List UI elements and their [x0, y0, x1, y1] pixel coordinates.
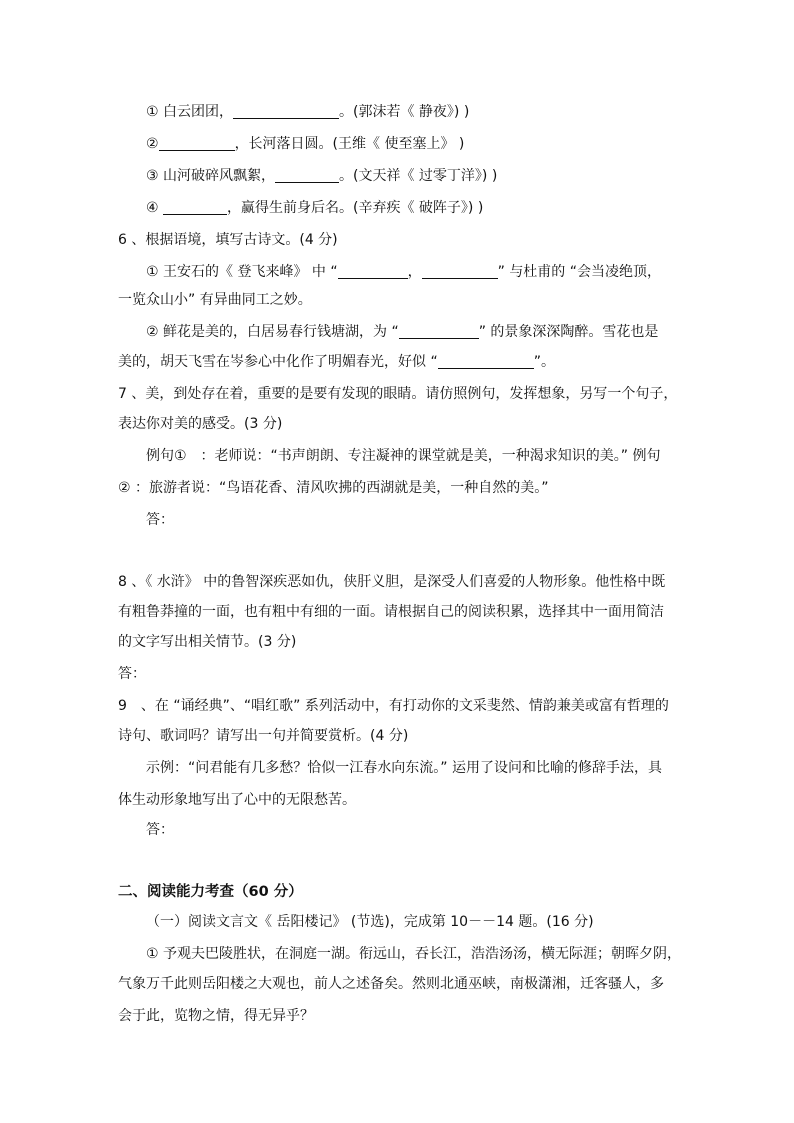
passage-line-2: 气象万千此则岳阳楼之大观也，前人之述备矣。然则北通巫峡，南极潇湘，迁客骚人，多 — [118, 976, 664, 992]
q6-p1-text-b: ” 与杜甫的 “会当凌绝顶， — [497, 264, 662, 280]
q5-item-3-prefix: ③ 山河破碎风飘絮， — [146, 168, 276, 184]
section-2-subheading: （一）阅读文言文《 岳阳楼记》 (节选)，完成第 10－－14 题。(16 分) — [146, 914, 594, 930]
q8-line-1: 8 、《 水浒》 中的鲁智深疾恶如仇，侠肝义胆，是深受人们喜爱的人物形象。他性格中既 — [118, 574, 666, 590]
q6-p2-line2-text-a: 美的，胡天飞雪在岑参心中化作了明媚春光，好似 “ — [118, 354, 438, 370]
q6-paragraph-2 — [146, 322, 658, 342]
fill-blank[interactable] — [338, 264, 408, 279]
section-2-heading: 二、阅读能力考查（60 分） — [118, 884, 303, 900]
q6-p2-text-a: ② 鲜花是美的，白居易春行钱塘湖，为 “ — [146, 324, 399, 340]
passage-line-1: ① 予观夫巴陵胜状，在洞庭一湖。衔远山，吞长江，浩浩汤汤，横无际涯；朝晖夕阴， — [146, 946, 681, 962]
fill-blank[interactable] — [399, 324, 479, 339]
q9-line-2: 诗句、歌词吗？请写出一句并简要赏析。(4 分) — [118, 728, 409, 744]
fill-blank[interactable] — [233, 104, 339, 119]
q7-example-line-2: ② ：旅游者说：“鸟语花香、清风吹拂的西湖就是美，一种自然的美。” — [118, 480, 549, 496]
q5-item-4 — [146, 198, 483, 218]
q5-item-1-prefix: ① 白云团团， — [146, 104, 234, 120]
q8-line-2: 有粗鲁莽撞的一面，也有粗中有细的一面。请根据自己的阅读积累，选择其中一面用简洁 — [118, 604, 664, 620]
q6-p2-text-b: ” 的景象深深陶醉。雪花也是 — [478, 324, 659, 340]
q9-example-line-1: 示例：“问君能有几多愁？恰似一江春水向东流。” 运用了设问和比喻的修辞手法，具 — [146, 760, 662, 776]
q5-item-4-prefix: ④ — [146, 200, 164, 216]
q5-item-1 — [146, 102, 469, 122]
q7-answer-label[interactable]: 答： — [146, 512, 174, 528]
fill-blank[interactable] — [159, 136, 235, 151]
q6-p2-line2-text-b: ”。 — [533, 354, 555, 370]
q6-p1-line2: 一览众山小” 有异曲同工之妙。 — [118, 292, 312, 308]
q9-answer-label[interactable]: 答： — [146, 822, 174, 838]
q8-line-3: 的文字写出相关情节。(3 分) — [118, 634, 297, 650]
q5-item-2-suffix: ，长河落日圆。(王维《 使至塞上》 ) — [234, 136, 465, 152]
q7-line-1: 7 、美，到处存在着，重要的是要有发现的眼睛。请仿照例句，发挥想象，另写一个句子， — [118, 386, 678, 402]
passage-line-3: 会于此，览物之情，得无异乎？ — [118, 1008, 314, 1024]
q9-example-line-2: 体生动形象地写出了心中的无限愁苦。 — [118, 792, 356, 808]
q5-item-3 — [146, 166, 497, 186]
q5-item-4-suffix: ，赢得生前身后名。(辛弃疾《 破阵子》) ) — [227, 200, 484, 216]
q6-title: 6 、根据语境，填写古诗文。(4 分) — [118, 232, 338, 248]
q6-p1-separator: ， — [407, 264, 422, 280]
q5-item-1-suffix: 。(郭沫若《 静夜》) ) — [339, 104, 470, 120]
q6-paragraph-1 — [146, 262, 661, 282]
q5-item-3-suffix: 。(文天祥《 过零丁洋》) ) — [339, 168, 498, 184]
q5-item-2 — [146, 134, 464, 154]
fill-blank[interactable] — [422, 264, 498, 279]
fill-blank[interactable] — [438, 354, 534, 369]
q5-item-2-prefix: ② — [146, 136, 159, 152]
fill-blank[interactable] — [275, 168, 339, 183]
fill-blank[interactable] — [163, 200, 227, 215]
q7-line-2: 表达你对美的感受。(3 分) — [118, 416, 283, 432]
q8-answer-label[interactable]: 答： — [118, 666, 146, 682]
q6-p1-text-a: ① 王安石的《 登飞来峰》 中 “ — [146, 264, 338, 280]
q9-line-1: 9 、在 “诵经典”、“唱红歌” 系列活动中，有打动你的文采斐然、情韵兼美或富有哲理的 — [118, 698, 669, 714]
q6-p2-line2 — [118, 352, 555, 372]
q7-example-line-1: 例句① ：老师说：“书声朗朗、专注凝神的课堂就是美，一种渴求知识的美。” 例句 — [146, 448, 661, 464]
